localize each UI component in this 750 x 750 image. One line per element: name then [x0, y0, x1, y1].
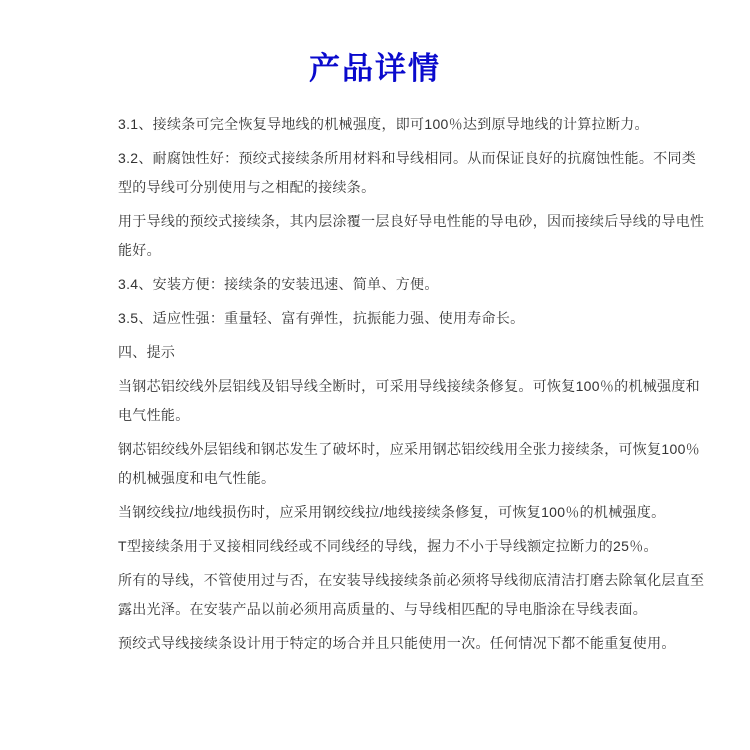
paragraph-line: 的机械强度和电气性能。 — [118, 470, 276, 486]
paragraph — [118, 270, 678, 299]
paragraph — [118, 144, 697, 202]
paragraph — [118, 207, 705, 265]
paragraph — [118, 498, 678, 527]
paragraph-line: 电气性能。 — [118, 407, 190, 423]
paragraph-line: 3.2、耐腐蚀性好：预绞式接续条所用材料和导线相同。从而保证良好的抗腐蚀性能。不同类 — [118, 150, 697, 166]
paragraph-line: 预绞式导线接续条设计用于特定的场合并且只能使用一次。任何情况下都不能重复使用。 — [118, 635, 676, 651]
paragraph — [118, 372, 700, 430]
product-description — [118, 110, 705, 658]
paragraph — [118, 566, 705, 624]
paragraph-line: 3.4、安装方便：接续条的安装迅速、简单、方便。 — [118, 276, 439, 292]
paragraph-line: 用于导线的预绞式接续条，其内层涂覆一层良好导电性能的导电砂，因而接续后导线的导电性 — [118, 213, 705, 229]
paragraph — [118, 629, 678, 658]
paragraph-line: 能好。 — [118, 242, 161, 258]
paragraph-line: 钢芯铝绞线外层铝线和钢芯发生了破坏时，应采用钢芯铝绞线用全张力接续条，可恢复100％ — [118, 441, 700, 457]
paragraph — [118, 435, 700, 493]
paragraph-line: 型的导线可分别使用与之相配的接续条。 — [118, 179, 376, 195]
paragraph-line: 3.5、适应性强：重量轻、富有弹性，抗振能力强、使用寿命长。 — [118, 310, 525, 326]
paragraph-line: 3.1、接续条可完全恢复导地线的机械强度，即可100％达到原导地线的计算拉断力。 — [118, 116, 649, 132]
paragraph-line: 当钢绞线拉/地线损伤时，应采用钢绞线拉/地线接续条修复，可恢复100％的机械强度。 — [118, 504, 666, 520]
paragraph-line: 四、提示 — [118, 344, 176, 360]
page-title: 产品详情 — [309, 51, 441, 86]
paragraph-line: 当钢芯铝绞线外层铝线及铝导线全断时，可采用导线接续条修复。可恢复100％的机械强度和 — [118, 378, 700, 394]
paragraph — [118, 304, 678, 333]
paragraph — [118, 532, 678, 561]
paragraph-line: T型接续条用于叉接相同线经或不同线经的导线，握力不小于导线额定拉断力的25％。 — [118, 538, 658, 554]
paragraph — [118, 110, 678, 139]
paragraph-heading — [118, 338, 678, 367]
paragraph-line: 露出光泽。在安装产品以前必须用高质量的、与导线相匹配的导电脂涂在导线表面。 — [118, 601, 648, 617]
paragraph-line: 所有的导线，不管使用过与否，在安装导线接续条前必须将导线彻底清洁打磨去除氧化层直至 — [118, 572, 705, 588]
